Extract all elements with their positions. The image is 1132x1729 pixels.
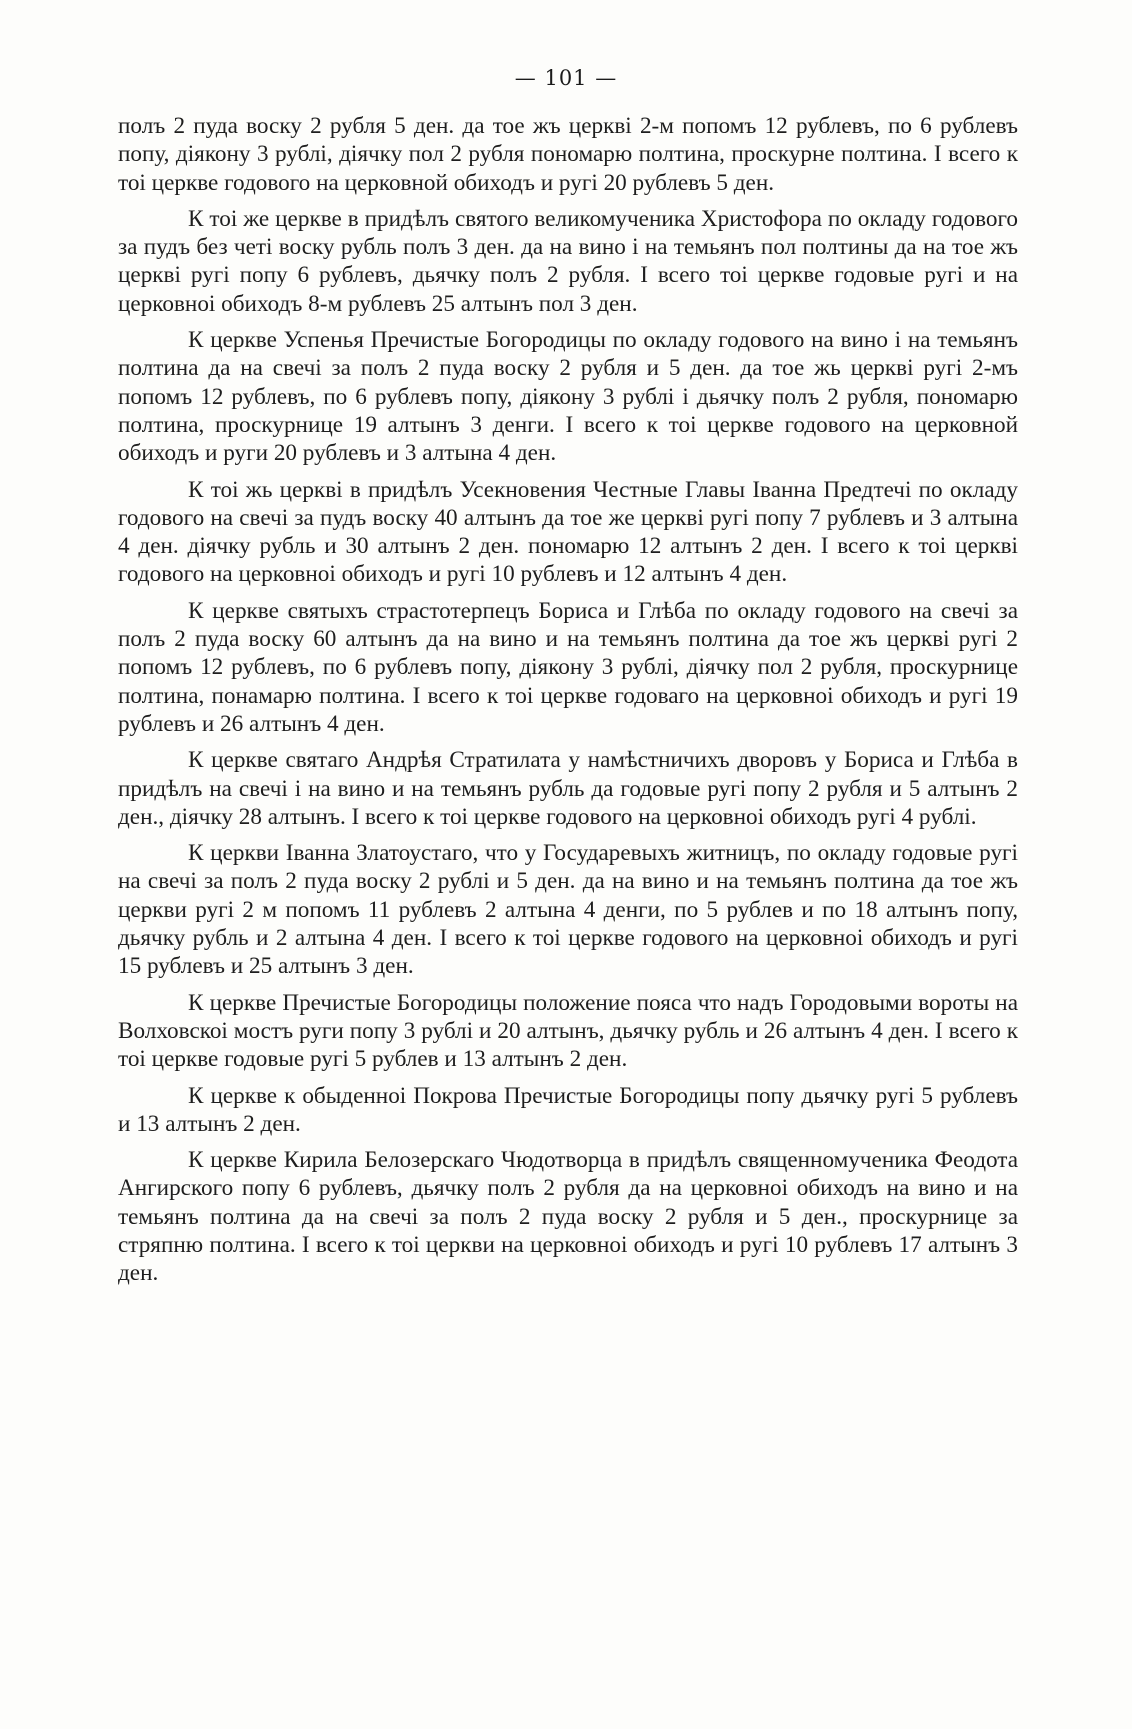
paragraph-7: К церкви Іванна Златоустаго, что у Государевыхъ житницъ, по окладу годовые ругі на свечі за полъ 2 пуда воску 2 рублі и 5 ден. да на вино и на темьянъ полтина да тое жъ церкви ругі 2 м попомъ 11 рублевъ 2 алтына 4 денги, по 5 рублев и по 18 алтынъ попу, дьячку рубль и 2 алтына 4 ден. І всего к тоі церкве годового на церковноі обиходъ и ругі 15 рублевъ и 25 алтынъ 3 ден. [118, 840, 1018, 980]
body-text [118, 112, 1018, 1296]
paragraph-2: К тоі же церкве в придѣлъ святого великомученика Христофора по окладу годового за пудъ без четі воску рубль полъ 3 ден. да на вино і на темьянъ пол полтины да на тое жъ церкві ругі попу 6 рублевъ, дьячку полъ 2 рубля. І всего тоі церкве годовые ругі и на церковноі обиходъ 8-м рублевъ 25 алтынъ пол 3 ден. [118, 205, 1018, 317]
paragraph-8: К церкве Пречистые Богородицы положение пояса что надъ Городовыми вороты на Волховскоі мостъ руги попу 3 рублі и 20 алтынъ, дьячку рубль и 26 алтынъ 4 ден. І всего к тоі церкве годовые ругі 5 рублев и 13 алтынъ 2 ден. [118, 989, 1018, 1073]
paragraph-6: К церкве святаго Андрѣя Стратилата у намѣстничихъ дворовъ у Бориса и Глѣба в придѣлъ на свечі і на вино и на темьянъ рубль да годовые ругі попу 2 рубля и 5 алтынъ 2 ден., діячку 28 алтынъ. І всего к тоі церкве годового на церковноі обиходъ ругі 4 рублі. [118, 747, 1018, 830]
paragraph-1: полъ 2 пуда воску 2 рубля 5 ден. да тое жъ церкві 2-м попомъ 12 рублевъ, по 6 рублевъ попу, діякону 3 рублі, діячку пол 2 рубля пономарю полтина, проскурне полтина. І всего к тоі церкве годового на церковной обиходъ и ругі 20 рублевъ 5 ден. [118, 113, 1018, 196]
paragraph-3: К церкве Успенья Пречистые Богородицы по окладу годового на вино і на темьянъ полтина да на свечі за полъ 2 пуда воску 2 рубля и 5 ден. да тое жь церкві ругі 2-мъ попомъ 12 рублевъ, по 6 рублевъ попу, діякону 3 рублі і дьячку полъ 2 рубля, пономарю полтина, проскурнице 19 алтынъ 3 денги. І всего к тоі церкве годового на церковной обиходъ и руги 20 рублевъ и 3 алтына 4 ден. [118, 327, 1018, 467]
page-number: — 101 — [514, 66, 618, 90]
paragraph-9: К церкве к обыденноі Покрова Пречистые Богородицы попу дьячку ругі 5 рублевъ и 13 алтынъ 2 ден. [118, 1082, 1018, 1137]
paragraph-5: К церкве святыхъ страстотерпецъ Бориса и Глѣба по окладу годового на свечі за полъ 2 пуда воску 60 алтынъ да на вино и на темьянъ полтина да тое жъ церкві ругі 2 попомъ 12 рублевъ, по 6 рублевъ попу, діякону 3 рублі, діячку пол 2 рубля, проскурнице полтина, понамарю полтина. І всего к тоі церкве годоваго на церковноі обиходъ и ругі 19 рублевъ и 26 алтынъ 4 ден. [118, 597, 1018, 737]
paragraph-4: К тоі жь церкві в придѣлъ Усекновения Честные Главы Іванна Предтечі по окладу годового на свечі за пудъ воску 40 алтынъ да тое же церкві ругі попу 7 рублевъ и 3 алтына 4 ден. діячку рубль и 30 алтынъ 2 ден. пономарю 12 алтынъ 2 ден. І всего к тоі церкві годового на церковноі обиходъ и ругі 10 рублевъ и 12 алтынъ 4 ден. [118, 476, 1018, 588]
paragraph-10: К церкве Кирила Белозерскаго Чюдотворца в придѣлъ священномученика Феодота Ангирского попу 6 рублевъ, дьячку полъ 2 рубля да на церковноі обиходъ на вино и на темьянъ полтина да на свечі за полъ 2 пуда воску 2 рубля и 5 ден., проскурнице за стряпню полтина. І всего к тоі церкви на церковноі обиходъ и ругі 10 рублевъ 17 алтынъ 3 ден. [118, 1147, 1018, 1287]
